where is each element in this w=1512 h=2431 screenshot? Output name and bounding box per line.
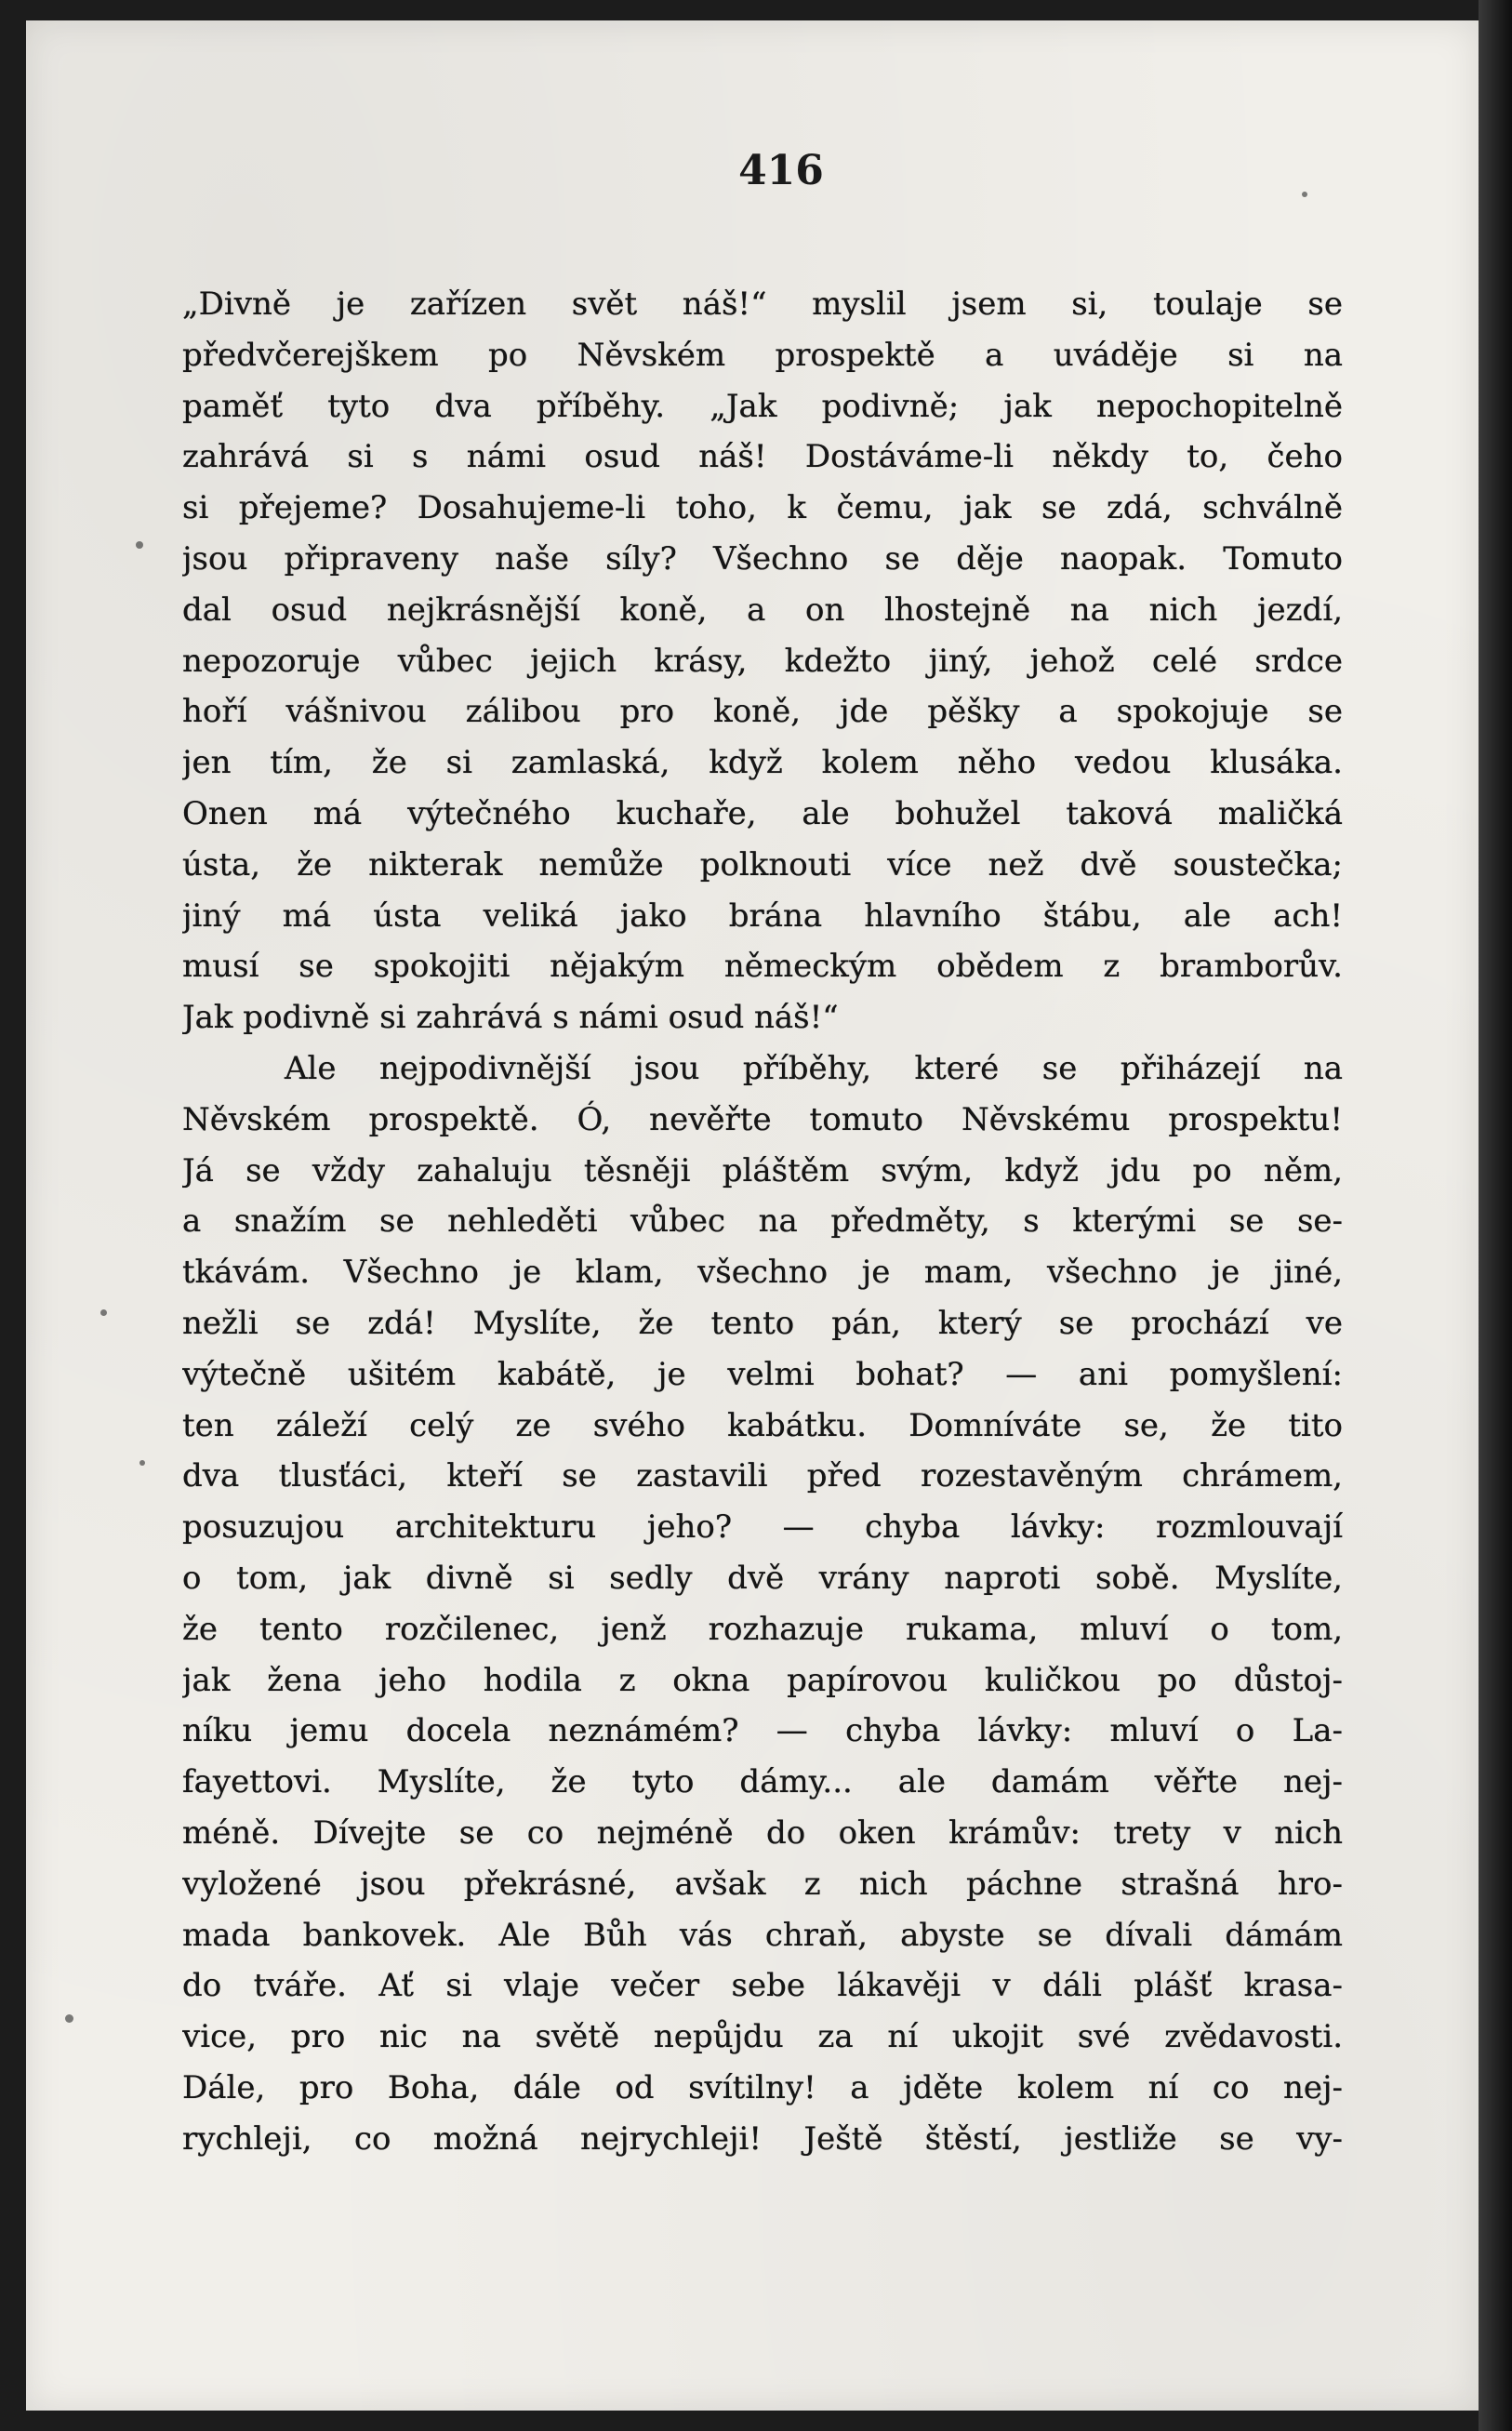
text-line: Já se vždy zahaluju těsněji pláštěm svým, když jdu po něm, (182, 1151, 1343, 1189)
text-line: předvčerejškem po Něvském prospektě a uváděje si na (182, 336, 1343, 374)
text-line: o tom, jak divně si sedly dvě vrány naproti sobě. Myslíte, (182, 1559, 1343, 1597)
text-line: rychleji, co možná nejrychleji! Ještě štěstí, jestliže se vy- (182, 2119, 1343, 2158)
text-line: vice, pro nic na světě nepůjdu za ní ukojit své zvědavosti. (182, 2018, 1343, 2056)
text-line: Jak podivně si zahrává s námi osud náš!“ (182, 999, 839, 1037)
text-line: do tváře. Ať si vlaje večer sebe lákavěji v dáli plášť krasa- (182, 1967, 1343, 2005)
text-line: nepozoruje vůbec jejich krásy, kdežto jiný, jehož celé srdce (182, 642, 1343, 680)
text-line: mada bankovek. Ale Bůh vás chraň, abyste se dívali dámám (182, 1916, 1343, 1954)
text-line: že tento rozčilenec, jenž rozhazuje rukama, mluví o tom, (182, 1610, 1343, 1648)
book-spine-edge (1479, 0, 1512, 2431)
text-line: „Divně je zařízen svět náš!“ myslil jsem si, toulaje se (182, 286, 1343, 323)
text-line: Dále, pro Boha, dále od svítilny! a jděte kolem ní co nej- (182, 2068, 1343, 2106)
body-text (182, 279, 1343, 2164)
text-line: vyložené jsou překrásné, avšak z nich páchne strašná hro- (182, 1865, 1343, 1903)
text-line: jen tím, že si zamlaská, když kolem něho vedou klusáka. (182, 744, 1343, 782)
text-line: jak žena jeho hodila z okna papírovou kuličkou po důstoj- (182, 1661, 1343, 1699)
text-line: níku jemu docela neznámém? — chyba lávky: mluví o La- (182, 1712, 1343, 1750)
text-line: jsou připraveny naše síly? Všechno se děje naopak. Tomuto (182, 539, 1343, 578)
page-number: 416 (738, 147, 824, 194)
text-line: Onen má výtečného kuchaře, ale bohužel taková maličká (182, 794, 1343, 832)
paper-speck (65, 2014, 73, 2023)
text-line: ten záleží celý ze svého kabátku. Domníváte se, že tito (182, 1406, 1343, 1444)
text-line: zahrává si s námi osud náš! Dostáváme-li někdy to, čeho (182, 438, 1343, 476)
text-line: fayettovi. Myslíte, že tyto dámy... ale damám věřte nej- (182, 1763, 1343, 1801)
text-line: jiný má ústa veliká jako brána hlavního štábu, ale ach! (182, 897, 1343, 935)
text-line: Něvském prospektě. Ó, nevěřte tomuto Něvskému prospektu! (182, 1100, 1343, 1138)
text-line: si přejeme? Dosahujeme-li toho, k čemu, jak se zdá, schválně (182, 489, 1343, 527)
text-line: tkávám. Všechno je klam, všechno je mam, všechno je jiné, (182, 1254, 1343, 1292)
text-line: dva tlusťáci, kteří se zastavili před rozestavěným chrámem, (182, 1457, 1343, 1495)
text-line: Ale nejpodivnější jsou příběhy, které se přiházejí na (285, 1049, 1343, 1087)
paper-speck (100, 1309, 107, 1316)
text-line: musí se spokojiti nějakým německým obědem z bramborův. (182, 948, 1343, 986)
text-line: výtečně ušitém kabátě, je velmi bohat? — ani pomyšlení: (182, 1355, 1343, 1393)
text-line: nežli se zdá! Myslíte, že tento pán, který se prochází ve (182, 1304, 1343, 1342)
text-line: dal osud nejkrásnější koně, a on lhostejně na nich jezdí, (182, 591, 1343, 629)
paper-speck (136, 541, 143, 549)
text-line: posuzujou architekturu jeho? — chyba lávky: rozmlouvají (182, 1508, 1343, 1547)
text-line: paměť tyto dva příběhy. „Jak podivně; jak nepochopitelně (182, 387, 1343, 425)
text-line: méně. Dívejte se co nejméně do oken krámův: trety v nich (182, 1813, 1343, 1852)
text-line: ústa, že nikterak nemůže polknouti více než dvě soustečka; (182, 845, 1343, 883)
paper-speck (139, 1460, 145, 1466)
text-line: hoří vášnivou zálibou pro koně, jde pěšky a spokojuje se (182, 693, 1343, 731)
text-line: a snažím se nehleděti vůbec na předměty, s kterými se se- (182, 1202, 1343, 1241)
